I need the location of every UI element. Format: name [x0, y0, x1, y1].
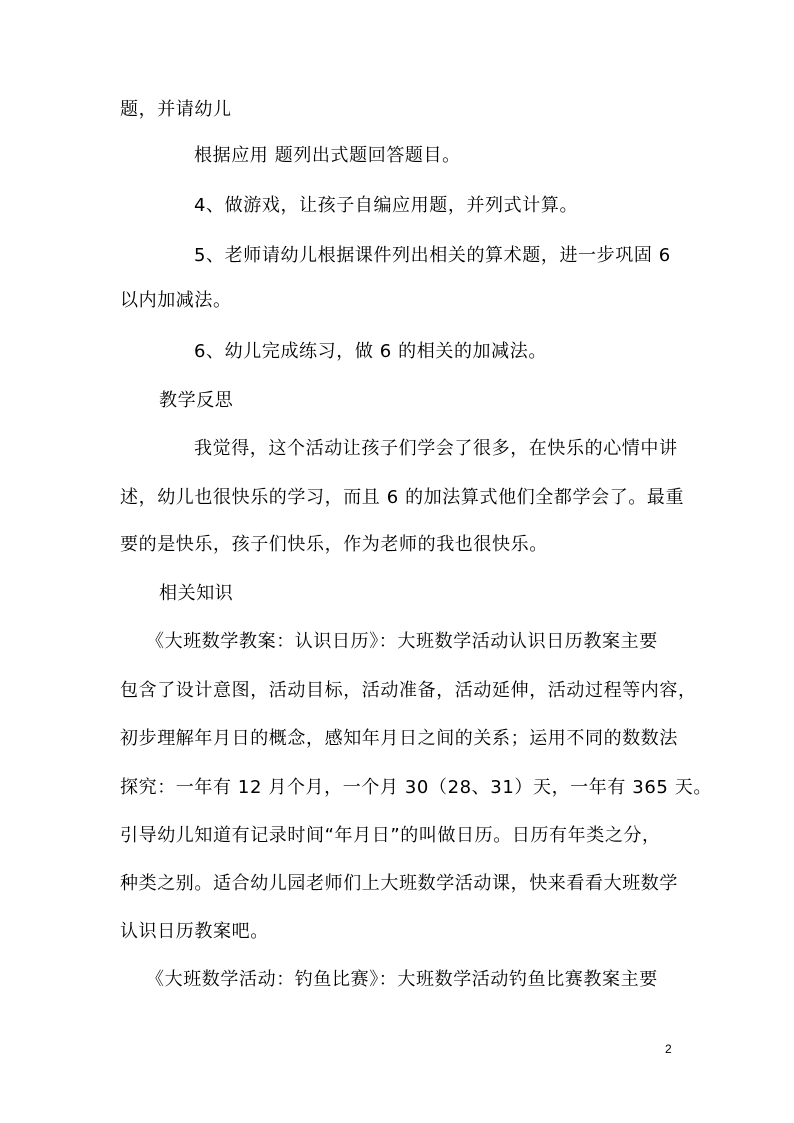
text-line: 以内加减法。 — [120, 290, 232, 311]
text-line: 引导幼儿知道有记录时间“年月日”的叫做日历。日历有年类之分， — [120, 825, 661, 846]
text-line: 题，并请幼儿 — [120, 99, 232, 120]
text-line: 根据应用 题列出式题回答题目。 — [194, 145, 461, 166]
section-heading: 教学反思 — [159, 390, 234, 411]
text-line: 探究：一年有 12 月个月，一个月 30（28、31）天，一年有 365 天。 — [120, 777, 712, 798]
text-line: 初步理解年月日的概念，感知年月日之间的关系；运用不同的数数法 — [120, 728, 678, 749]
text-line: 5、老师请幼儿根据课件列出相关的算术题，进一步巩固 6 — [194, 245, 671, 266]
text-line: 述，幼儿也很快乐的学习，而且 6 的加法算式他们全都学会了。最重 — [120, 487, 685, 508]
text-line: 《大班数学教案：认识日历》：大班数学活动认识日历教案主要 — [146, 631, 658, 652]
text-line: 4、做游戏，让孩子自编应用题，并列式计算。 — [194, 195, 579, 216]
text-line: 包含了设计意图，活动目标，活动准备，活动延伸，活动过程等内容， — [120, 680, 697, 701]
text-line: 要的是快乐，孩子们快乐，作为老师的我也很快乐。 — [120, 534, 548, 555]
page-number: 2 — [665, 1042, 672, 1056]
text-line: 《大班数学活动：钓鱼比赛》：大班数学活动钓鱼比赛教案主要 — [146, 969, 658, 990]
section-heading: 相关知识 — [159, 583, 234, 604]
text-line: 种类之别。适合幼儿园老师们上大班数学活动课，快来看看大班数学 — [120, 873, 678, 894]
text-line: 6、幼儿完成练习，做 6 的相关的加减法。 — [194, 341, 547, 362]
text-line: 认识日历教案吧。 — [120, 921, 269, 942]
text-line: 我觉得，这个活动让孩子们学会了很多，在快乐的心情中讲 — [194, 438, 678, 459]
